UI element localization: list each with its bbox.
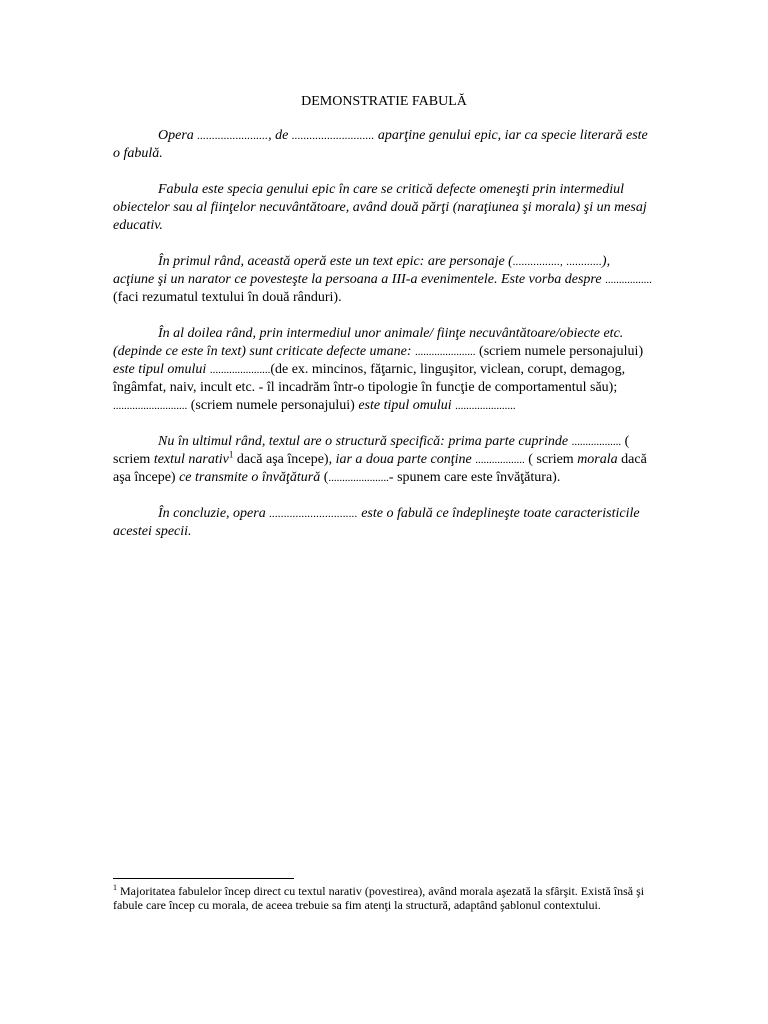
text-run: - spunem care este învăţătura). [388, 470, 561, 485]
text-run: ( [323, 470, 329, 485]
blank-field: ............................ [291, 130, 375, 142]
text-run: (scriem numele personajului) [190, 398, 355, 413]
text-run: În concluzie, opera [158, 506, 266, 521]
text-run: ), acţiune şi un narator ce povesteşte la persoana a III-a evenimentele. Este vorba despre [113, 254, 611, 287]
text-run: ( scriem [113, 434, 630, 467]
paragraph-third [113, 433, 653, 487]
footnote-reference[interactable]: 1 [228, 449, 234, 460]
text-run: (faci rezumatul textului în două rânduri). [113, 290, 342, 305]
blank-field: ........................ [197, 130, 269, 142]
paragraph-intro [113, 127, 653, 163]
blank-field: .............................. [269, 508, 358, 520]
text-run: (de ex. mincinos, făţarnic, linguşitor, viclean, corupt, demagog, îngâmfat, naiv, incult etc. - îl incadrăm într-o tipologie în funcţie de comportamentul său); [113, 362, 626, 395]
text-run: aparţine genului epic, iar ca specie literară este o fabulă. [113, 128, 648, 161]
text-run: este tipul omului [358, 398, 452, 413]
blank-field: ............ [566, 256, 602, 268]
text-run: ( scriem [528, 452, 574, 467]
blank-field: ...................... [455, 400, 516, 412]
blank-field: .................. [571, 436, 622, 448]
text-run: dacă aşa începe), [236, 452, 333, 467]
text-run: este o fabulă ce îndeplineşte toate caracteristicile acestei specii. [113, 506, 640, 539]
text-run: (scriem numele personajului) [479, 344, 644, 359]
text-run: este tipul omului [113, 362, 207, 377]
footnote-text: Majoritatea fabulelor încep direct cu textul narativ (povestirea), având morala aşezată la sfârşit. Există însă şi fabule care încep cu morala, de aceea trebuie sa fim atenţi la structură, adaptând şablonul contextului. [113, 884, 645, 912]
text-run: textul narativ [153, 452, 229, 467]
text-run: dacă aşa începe) [113, 452, 647, 485]
footnote-separator [113, 878, 294, 879]
text-run: , de [268, 128, 289, 143]
footnote-mark: 1 [113, 883, 117, 892]
blank-field: .................. [475, 454, 525, 466]
document-title: DEMONSTRATIE FABULĂ [301, 94, 467, 109]
text-run: morala [577, 452, 618, 467]
text-run: ce transmite o învăţătură [179, 470, 321, 485]
paragraph-definition: Fabula este specia genului epic în care se critică defecte omeneşti prin intermediul obiectelor sau al fiinţelor necuvântătoare, având două părţi (naraţiunea şi morala) şi un mesaj educativ. [113, 182, 647, 233]
blank-field: ........................... [113, 400, 188, 412]
footnote [113, 884, 653, 912]
blank-field: ...................... [415, 346, 476, 358]
text-run: Nu în ultimul rând, textul are o structură specifică: prima parte cuprinde [158, 434, 569, 449]
text-run: În al doilea rând, prin intermediul unor animale/ fiinţe necuvântătoare/obiecte etc. (depinde ce este în text) sunt criticate defecte umane: [113, 326, 624, 359]
text-run: Opera [158, 128, 194, 143]
text-run: iar a doua parte conţine [335, 452, 472, 467]
paragraph-conclusion [113, 505, 653, 541]
document-body [113, 127, 653, 559]
blank-field: ...................... [209, 364, 271, 376]
blank-field: ................. [605, 274, 652, 286]
blank-field: ...................... [328, 472, 389, 484]
blank-field: ................, [512, 256, 564, 268]
paragraph-first [113, 253, 653, 307]
paragraph-second [113, 325, 653, 415]
text-run: În primul rând, această operă este un text epic: are personaje ( [158, 254, 513, 269]
